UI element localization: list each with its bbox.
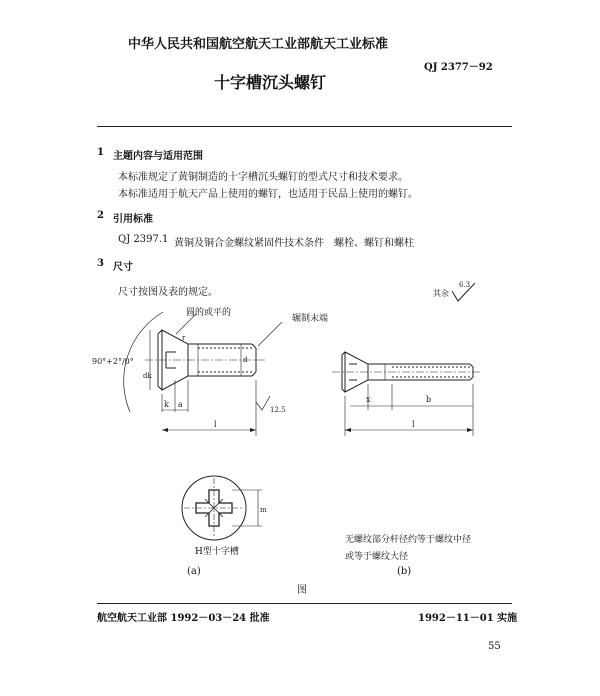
section-2-title: 引用标准 bbox=[113, 214, 153, 225]
screw-side-view-b bbox=[332, 352, 480, 436]
angle-label: 90°+2°/0° bbox=[92, 357, 134, 366]
reference-text: 黄铜及铜合金螺纹紧固件技术条件 螺栓、螺钉和螺柱 bbox=[174, 238, 414, 249]
section-1-paragraph-1: 本标准规定了黄铜制造的十字槽沉头螺钉的型式尺寸和技术要求。 bbox=[118, 172, 408, 183]
section-1-paragraph-2: 本标准适用于航天产品上使用的螺钉，也适用于民品上使用的螺钉。 bbox=[118, 189, 418, 200]
dim-l-a: l bbox=[214, 420, 217, 429]
section-1-number: 1 bbox=[97, 147, 104, 158]
label-round-or-flat: 圆的或平的 bbox=[186, 308, 232, 318]
roughness-label: 其余 bbox=[433, 289, 449, 298]
effective-date: 1992－11－01 实施 bbox=[418, 613, 518, 624]
surface-value: 12.5 bbox=[270, 406, 286, 414]
doc-title: 十字槽沉头螺钉 bbox=[214, 73, 327, 92]
roughness-value: 6.3 bbox=[459, 281, 471, 289]
footer-rule bbox=[97, 603, 512, 604]
dim-dk: dk bbox=[143, 372, 152, 380]
label-rolled-end: 辗制末端 bbox=[292, 314, 329, 324]
dim-k: k bbox=[164, 400, 169, 409]
approval-date: 航空航天工业部 1992－03－24 批准 bbox=[97, 613, 270, 624]
section-3-paragraph: 尺寸按图及表的规定。 bbox=[118, 287, 218, 298]
reference-code: QJ 2397.1 bbox=[118, 234, 169, 245]
cross-recess-view bbox=[182, 476, 267, 540]
slot-caption: H型十字槽 bbox=[195, 547, 239, 557]
caption-b: (b) bbox=[397, 566, 412, 577]
dim-m: m bbox=[260, 506, 267, 514]
page-number: 55 bbox=[488, 641, 501, 652]
dim-l-b: l bbox=[412, 420, 415, 429]
dim-x: x bbox=[366, 395, 371, 404]
dim-r: r bbox=[182, 334, 186, 342]
caption-a: (a) bbox=[187, 566, 201, 577]
figure-caption: 图 bbox=[297, 585, 307, 596]
note-line-2: 或等于螺纹大径 bbox=[345, 552, 409, 562]
dim-b: b bbox=[426, 395, 432, 404]
section-3-number: 3 bbox=[97, 258, 104, 269]
dim-a: a bbox=[178, 400, 183, 409]
note-line-1: 无螺纹部分杆径约等于螺纹中径 bbox=[345, 535, 472, 545]
section-2-number: 2 bbox=[97, 210, 104, 221]
org-title: 中华人民共和国航空航天工业部航天工业标准 bbox=[128, 37, 389, 52]
roughness-symbol bbox=[433, 281, 475, 301]
dim-d-a: d bbox=[243, 356, 248, 364]
section-1-title: 主题内容与适用范围 bbox=[113, 151, 203, 162]
standard-number: QJ 2377－92 bbox=[424, 62, 493, 73]
section-3-title: 尺寸 bbox=[113, 262, 133, 273]
screw-side-view-a bbox=[92, 312, 286, 436]
